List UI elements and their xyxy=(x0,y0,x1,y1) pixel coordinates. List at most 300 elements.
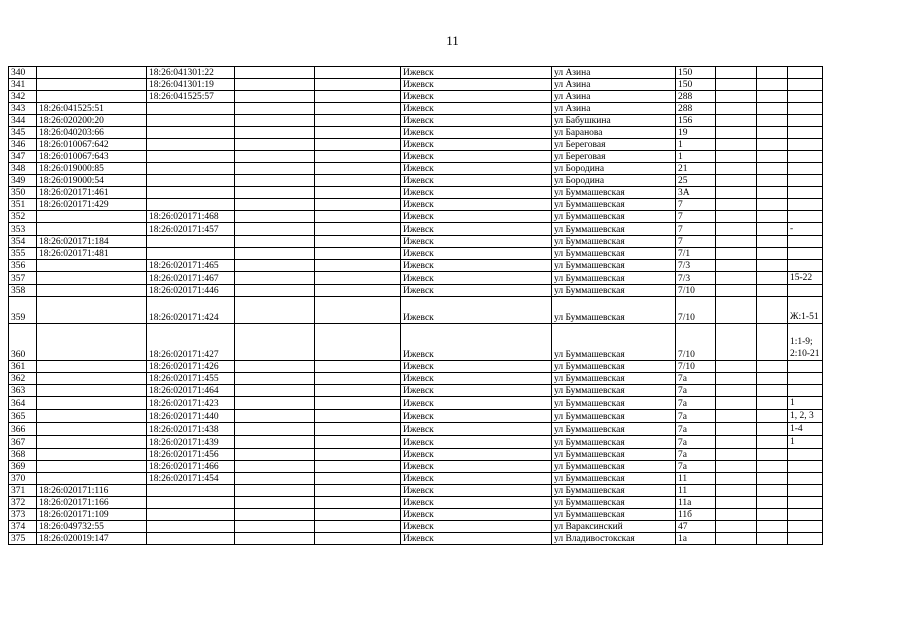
blank-column-2 xyxy=(315,521,401,533)
house-number-cell: 25 xyxy=(676,175,716,187)
house-number-cell: 11а xyxy=(676,497,716,509)
street-cell: ул Буммашевская xyxy=(552,285,676,297)
table-row xyxy=(9,211,823,223)
table-row xyxy=(9,236,823,248)
row-number: 352 xyxy=(9,211,37,223)
blank-column-2 xyxy=(315,211,401,223)
blank-column-4 xyxy=(757,449,788,461)
premises-cell xyxy=(788,67,823,79)
blank-column-4 xyxy=(757,497,788,509)
street-cell: ул Буммашевская xyxy=(552,324,676,361)
city-cell: Ижевск xyxy=(401,324,552,361)
city-cell: Ижевск xyxy=(401,248,552,260)
row-number: 366 xyxy=(9,423,37,436)
premises-cell xyxy=(788,385,823,397)
premises-cell xyxy=(788,260,823,272)
table-row xyxy=(9,385,823,397)
blank-column-4 xyxy=(757,79,788,91)
blank-column-4 xyxy=(757,473,788,485)
blank-column-2 xyxy=(315,285,401,297)
blank-column-4 xyxy=(757,361,788,373)
street-cell: ул Буммашевская xyxy=(552,397,676,410)
house-number-cell: 1 xyxy=(676,151,716,163)
table-row xyxy=(9,423,823,436)
blank-column-1 xyxy=(235,199,315,211)
house-number-cell: 3А xyxy=(676,187,716,199)
table-row xyxy=(9,509,823,521)
blank-column-4 xyxy=(757,236,788,248)
blank-column-3 xyxy=(716,91,757,103)
blank-column-1 xyxy=(235,485,315,497)
cadastral-number-building: 18:26:020171:465 xyxy=(147,260,235,272)
cadastral-number-land xyxy=(37,373,147,385)
house-number-cell: 7/3 xyxy=(676,260,716,272)
premises-cell xyxy=(788,79,823,91)
blank-column-2 xyxy=(315,115,401,127)
city-cell: Ижевск xyxy=(401,103,552,115)
blank-column-2 xyxy=(315,297,401,324)
street-cell: ул Буммашевская xyxy=(552,436,676,449)
table-row xyxy=(9,79,823,91)
city-cell: Ижевск xyxy=(401,473,552,485)
street-cell: ул Буммашевская xyxy=(552,423,676,436)
blank-column-1 xyxy=(235,497,315,509)
premises-cell xyxy=(788,248,823,260)
row-number: 342 xyxy=(9,91,37,103)
blank-column-1 xyxy=(235,324,315,361)
cadastral-number-land xyxy=(37,423,147,436)
blank-column-4 xyxy=(757,163,788,175)
cadastral-number-land xyxy=(37,410,147,423)
blank-column-1 xyxy=(235,473,315,485)
table-row xyxy=(9,373,823,385)
street-cell: ул Буммашевская xyxy=(552,373,676,385)
blank-column-3 xyxy=(716,423,757,436)
blank-column-2 xyxy=(315,236,401,248)
blank-column-3 xyxy=(716,248,757,260)
cadastral-number-land xyxy=(37,67,147,79)
blank-column-2 xyxy=(315,509,401,521)
cadastral-number-building xyxy=(147,509,235,521)
blank-column-1 xyxy=(235,236,315,248)
table-row xyxy=(9,223,823,236)
street-cell: ул Буммашевская xyxy=(552,385,676,397)
table-row xyxy=(9,91,823,103)
street-cell: ул Буммашевская xyxy=(552,497,676,509)
blank-column-4 xyxy=(757,248,788,260)
blank-column-4 xyxy=(757,91,788,103)
blank-column-3 xyxy=(716,461,757,473)
cadastral-number-building: 18:26:020171:464 xyxy=(147,385,235,397)
street-cell: ул Буммашевская xyxy=(552,248,676,260)
house-number-cell: 7/3 xyxy=(676,272,716,285)
blank-column-3 xyxy=(716,272,757,285)
cadastral-number-building xyxy=(147,175,235,187)
cadastral-number-land xyxy=(37,436,147,449)
blank-column-1 xyxy=(235,175,315,187)
blank-column-4 xyxy=(757,509,788,521)
premises-cell xyxy=(788,236,823,248)
blank-column-1 xyxy=(235,509,315,521)
table-row xyxy=(9,533,823,545)
city-cell: Ижевск xyxy=(401,187,552,199)
premises-cell xyxy=(788,163,823,175)
cadastral-number-building xyxy=(147,248,235,260)
cadastral-number-building xyxy=(147,497,235,509)
city-cell: Ижевск xyxy=(401,509,552,521)
premises-cell: 1 xyxy=(788,397,823,410)
blank-column-1 xyxy=(235,423,315,436)
blank-column-3 xyxy=(716,103,757,115)
house-number-cell: 150 xyxy=(676,79,716,91)
cadastral-number-land: 18:26:041525:51 xyxy=(37,103,147,115)
cadastral-number-land xyxy=(37,397,147,410)
premises-cell xyxy=(788,449,823,461)
blank-column-1 xyxy=(235,79,315,91)
row-number: 361 xyxy=(9,361,37,373)
city-cell: Ижевск xyxy=(401,127,552,139)
table-row xyxy=(9,187,823,199)
blank-column-1 xyxy=(235,361,315,373)
house-number-cell: 7а xyxy=(676,397,716,410)
table-row xyxy=(9,473,823,485)
blank-column-2 xyxy=(315,175,401,187)
blank-column-2 xyxy=(315,187,401,199)
row-number: 375 xyxy=(9,533,37,545)
table-row xyxy=(9,449,823,461)
blank-column-3 xyxy=(716,187,757,199)
table-row xyxy=(9,272,823,285)
table-row xyxy=(9,260,823,272)
blank-column-2 xyxy=(315,151,401,163)
house-number-cell: 7/10 xyxy=(676,361,716,373)
row-number: 350 xyxy=(9,187,37,199)
table-row xyxy=(9,485,823,497)
row-number: 370 xyxy=(9,473,37,485)
blank-column-3 xyxy=(716,373,757,385)
premises-cell xyxy=(788,373,823,385)
house-number-cell: 7/10 xyxy=(676,285,716,297)
city-cell: Ижевск xyxy=(401,236,552,248)
blank-column-1 xyxy=(235,297,315,324)
city-cell: Ижевск xyxy=(401,79,552,91)
row-number: 344 xyxy=(9,115,37,127)
street-cell: ул Владивостокская xyxy=(552,533,676,545)
blank-column-3 xyxy=(716,361,757,373)
street-cell: ул Бабушкина xyxy=(552,115,676,127)
cadastral-number-building: 18:26:041301:19 xyxy=(147,79,235,91)
blank-column-3 xyxy=(716,115,757,127)
street-cell: ул Буммашевская xyxy=(552,211,676,223)
blank-column-3 xyxy=(716,127,757,139)
blank-column-1 xyxy=(235,285,315,297)
cadastral-number-building: 18:26:020171:457 xyxy=(147,223,235,236)
street-cell: ул Буммашевская xyxy=(552,272,676,285)
house-number-cell: 19 xyxy=(676,127,716,139)
blank-column-4 xyxy=(757,385,788,397)
premises-cell xyxy=(788,361,823,373)
blank-column-1 xyxy=(235,461,315,473)
house-number-cell: 7а xyxy=(676,449,716,461)
cadastral-number-building xyxy=(147,199,235,211)
premises-cell: 15-22 xyxy=(788,272,823,285)
city-cell: Ижевск xyxy=(401,115,552,127)
house-number-cell: 288 xyxy=(676,91,716,103)
street-cell: ул Буммашевская xyxy=(552,199,676,211)
row-number: 357 xyxy=(9,272,37,285)
row-number: 374 xyxy=(9,521,37,533)
blank-column-4 xyxy=(757,436,788,449)
city-cell: Ижевск xyxy=(401,211,552,223)
cadastral-number-building: 18:26:020171:440 xyxy=(147,410,235,423)
house-number-cell: 7/10 xyxy=(676,324,716,361)
cadastral-number-building xyxy=(147,187,235,199)
city-cell: Ижевск xyxy=(401,297,552,324)
blank-column-4 xyxy=(757,115,788,127)
city-cell: Ижевск xyxy=(401,285,552,297)
street-cell: ул Бородина xyxy=(552,175,676,187)
cadastral-number-land xyxy=(37,91,147,103)
city-cell: Ижевск xyxy=(401,272,552,285)
blank-column-1 xyxy=(235,436,315,449)
city-cell: Ижевск xyxy=(401,385,552,397)
house-number-cell: 7 xyxy=(676,223,716,236)
house-number-cell: 7 xyxy=(676,199,716,211)
blank-column-4 xyxy=(757,410,788,423)
blank-column-1 xyxy=(235,163,315,175)
street-cell: ул Азина xyxy=(552,103,676,115)
row-number: 368 xyxy=(9,449,37,461)
blank-column-1 xyxy=(235,91,315,103)
street-cell: ул Азина xyxy=(552,67,676,79)
house-number-cell: 11б xyxy=(676,509,716,521)
cadastral-number-land: 18:26:019000:85 xyxy=(37,163,147,175)
premises-cell: 1-4 xyxy=(788,423,823,436)
cadastral-number-building: 18:26:020171:468 xyxy=(147,211,235,223)
row-number: 356 xyxy=(9,260,37,272)
blank-column-2 xyxy=(315,497,401,509)
blank-column-2 xyxy=(315,260,401,272)
street-cell: ул Береговая xyxy=(552,139,676,151)
cadastral-number-land xyxy=(37,324,147,361)
blank-column-3 xyxy=(716,139,757,151)
blank-column-4 xyxy=(757,485,788,497)
premises-cell: 1 xyxy=(788,436,823,449)
row-number: 340 xyxy=(9,67,37,79)
table-row xyxy=(9,151,823,163)
row-number: 371 xyxy=(9,485,37,497)
blank-column-1 xyxy=(235,211,315,223)
cadastral-number-building xyxy=(147,115,235,127)
blank-column-2 xyxy=(315,103,401,115)
blank-column-3 xyxy=(716,223,757,236)
cadastral-number-land: 18:26:020171:109 xyxy=(37,509,147,521)
premises-cell xyxy=(788,533,823,545)
blank-column-2 xyxy=(315,127,401,139)
table-row xyxy=(9,297,823,324)
street-cell: ул Бородина xyxy=(552,163,676,175)
blank-column-3 xyxy=(716,397,757,410)
table-row xyxy=(9,521,823,533)
house-number-cell: 11 xyxy=(676,485,716,497)
blank-column-3 xyxy=(716,199,757,211)
house-number-cell: 7 xyxy=(676,211,716,223)
blank-column-3 xyxy=(716,533,757,545)
table-row xyxy=(9,397,823,410)
cadastral-number-land: 18:26:020200:20 xyxy=(37,115,147,127)
premises-cell xyxy=(788,473,823,485)
cadastral-number-building xyxy=(147,521,235,533)
blank-column-4 xyxy=(757,533,788,545)
blank-column-4 xyxy=(757,324,788,361)
cadastral-number-building: 18:26:041301:22 xyxy=(147,67,235,79)
premises-cell xyxy=(788,285,823,297)
blank-column-4 xyxy=(757,297,788,324)
cadastral-number-building: 18:26:020171:424 xyxy=(147,297,235,324)
city-cell: Ижевск xyxy=(401,423,552,436)
cadastral-number-land xyxy=(37,461,147,473)
house-number-cell: 288 xyxy=(676,103,716,115)
table-row xyxy=(9,139,823,151)
cadastral-number-land xyxy=(37,272,147,285)
blank-column-1 xyxy=(235,115,315,127)
blank-column-2 xyxy=(315,91,401,103)
blank-column-1 xyxy=(235,127,315,139)
register-table xyxy=(8,66,823,545)
blank-column-3 xyxy=(716,79,757,91)
street-cell: ул Буммашевская xyxy=(552,236,676,248)
premises-cell xyxy=(788,509,823,521)
blank-column-4 xyxy=(757,67,788,79)
street-cell: ул Азина xyxy=(552,79,676,91)
cadastral-number-land: 18:26:040203:66 xyxy=(37,127,147,139)
blank-column-1 xyxy=(235,223,315,236)
blank-column-3 xyxy=(716,236,757,248)
blank-column-1 xyxy=(235,248,315,260)
blank-column-3 xyxy=(716,485,757,497)
blank-column-2 xyxy=(315,533,401,545)
blank-column-4 xyxy=(757,260,788,272)
premises-cell xyxy=(788,91,823,103)
street-cell: ул Вараксинский xyxy=(552,521,676,533)
row-number: 355 xyxy=(9,248,37,260)
street-cell: ул Буммашевская xyxy=(552,485,676,497)
blank-column-2 xyxy=(315,449,401,461)
blank-column-4 xyxy=(757,461,788,473)
cadastral-number-land: 18:26:020171:116 xyxy=(37,485,147,497)
blank-column-4 xyxy=(757,397,788,410)
cadastral-number-building xyxy=(147,151,235,163)
blank-column-1 xyxy=(235,533,315,545)
city-cell: Ижевск xyxy=(401,449,552,461)
house-number-cell: 1а xyxy=(676,533,716,545)
premises-cell xyxy=(788,115,823,127)
table-row xyxy=(9,199,823,211)
premises-cell xyxy=(788,151,823,163)
blank-column-3 xyxy=(716,211,757,223)
cadastral-number-building: 18:26:020171:446 xyxy=(147,285,235,297)
row-number: 365 xyxy=(9,410,37,423)
cadastral-number-land: 18:26:019000:54 xyxy=(37,175,147,187)
blank-column-4 xyxy=(757,187,788,199)
blank-column-1 xyxy=(235,151,315,163)
cadastral-number-building: 18:26:020171:439 xyxy=(147,436,235,449)
row-number: 343 xyxy=(9,103,37,115)
city-cell: Ижевск xyxy=(401,199,552,211)
blank-column-4 xyxy=(757,272,788,285)
cadastral-number-building: 18:26:020171:466 xyxy=(147,461,235,473)
blank-column-2 xyxy=(315,397,401,410)
street-cell: ул Буммашевская xyxy=(552,410,676,423)
cadastral-number-building xyxy=(147,485,235,497)
row-number: 362 xyxy=(9,373,37,385)
table-row xyxy=(9,103,823,115)
blank-column-2 xyxy=(315,385,401,397)
blank-column-4 xyxy=(757,127,788,139)
city-cell: Ижевск xyxy=(401,436,552,449)
blank-column-3 xyxy=(716,67,757,79)
blank-column-1 xyxy=(235,187,315,199)
table-row xyxy=(9,410,823,423)
blank-column-2 xyxy=(315,410,401,423)
row-number: 346 xyxy=(9,139,37,151)
city-cell: Ижевск xyxy=(401,151,552,163)
street-cell: ул Баранова xyxy=(552,127,676,139)
premises-cell xyxy=(788,211,823,223)
cadastral-number-land: 18:26:049732:55 xyxy=(37,521,147,533)
blank-column-2 xyxy=(315,67,401,79)
table-row xyxy=(9,67,823,79)
blank-column-1 xyxy=(235,521,315,533)
blank-column-3 xyxy=(716,163,757,175)
blank-column-2 xyxy=(315,163,401,175)
cadastral-number-building: 18:26:020171:455 xyxy=(147,373,235,385)
blank-column-3 xyxy=(716,497,757,509)
premises-cell xyxy=(788,139,823,151)
blank-column-2 xyxy=(315,324,401,361)
table-row xyxy=(9,461,823,473)
blank-column-3 xyxy=(716,449,757,461)
page-number: 11 xyxy=(446,33,459,48)
premises-cell: Ж:1-51 xyxy=(788,297,823,324)
street-cell: ул Буммашевская xyxy=(552,449,676,461)
blank-column-4 xyxy=(757,423,788,436)
row-number: 372 xyxy=(9,497,37,509)
blank-column-4 xyxy=(757,373,788,385)
cadastral-number-land xyxy=(37,297,147,324)
street-cell: ул Буммашевская xyxy=(552,260,676,272)
row-number: 367 xyxy=(9,436,37,449)
city-cell: Ижевск xyxy=(401,175,552,187)
blank-column-1 xyxy=(235,410,315,423)
cadastral-number-building: 18:26:020171:427 xyxy=(147,324,235,361)
blank-column-2 xyxy=(315,361,401,373)
house-number-cell: 47 xyxy=(676,521,716,533)
street-cell: ул Буммашевская xyxy=(552,461,676,473)
house-number-cell: 150 xyxy=(676,67,716,79)
blank-column-1 xyxy=(235,103,315,115)
row-number: 360 xyxy=(9,324,37,361)
blank-column-4 xyxy=(757,521,788,533)
blank-column-4 xyxy=(757,175,788,187)
street-cell: ул Буммашевская xyxy=(552,509,676,521)
city-cell: Ижевск xyxy=(401,163,552,175)
blank-column-2 xyxy=(315,79,401,91)
blank-column-4 xyxy=(757,103,788,115)
house-number-cell: 11 xyxy=(676,473,716,485)
row-number: 354 xyxy=(9,236,37,248)
blank-column-1 xyxy=(235,260,315,272)
